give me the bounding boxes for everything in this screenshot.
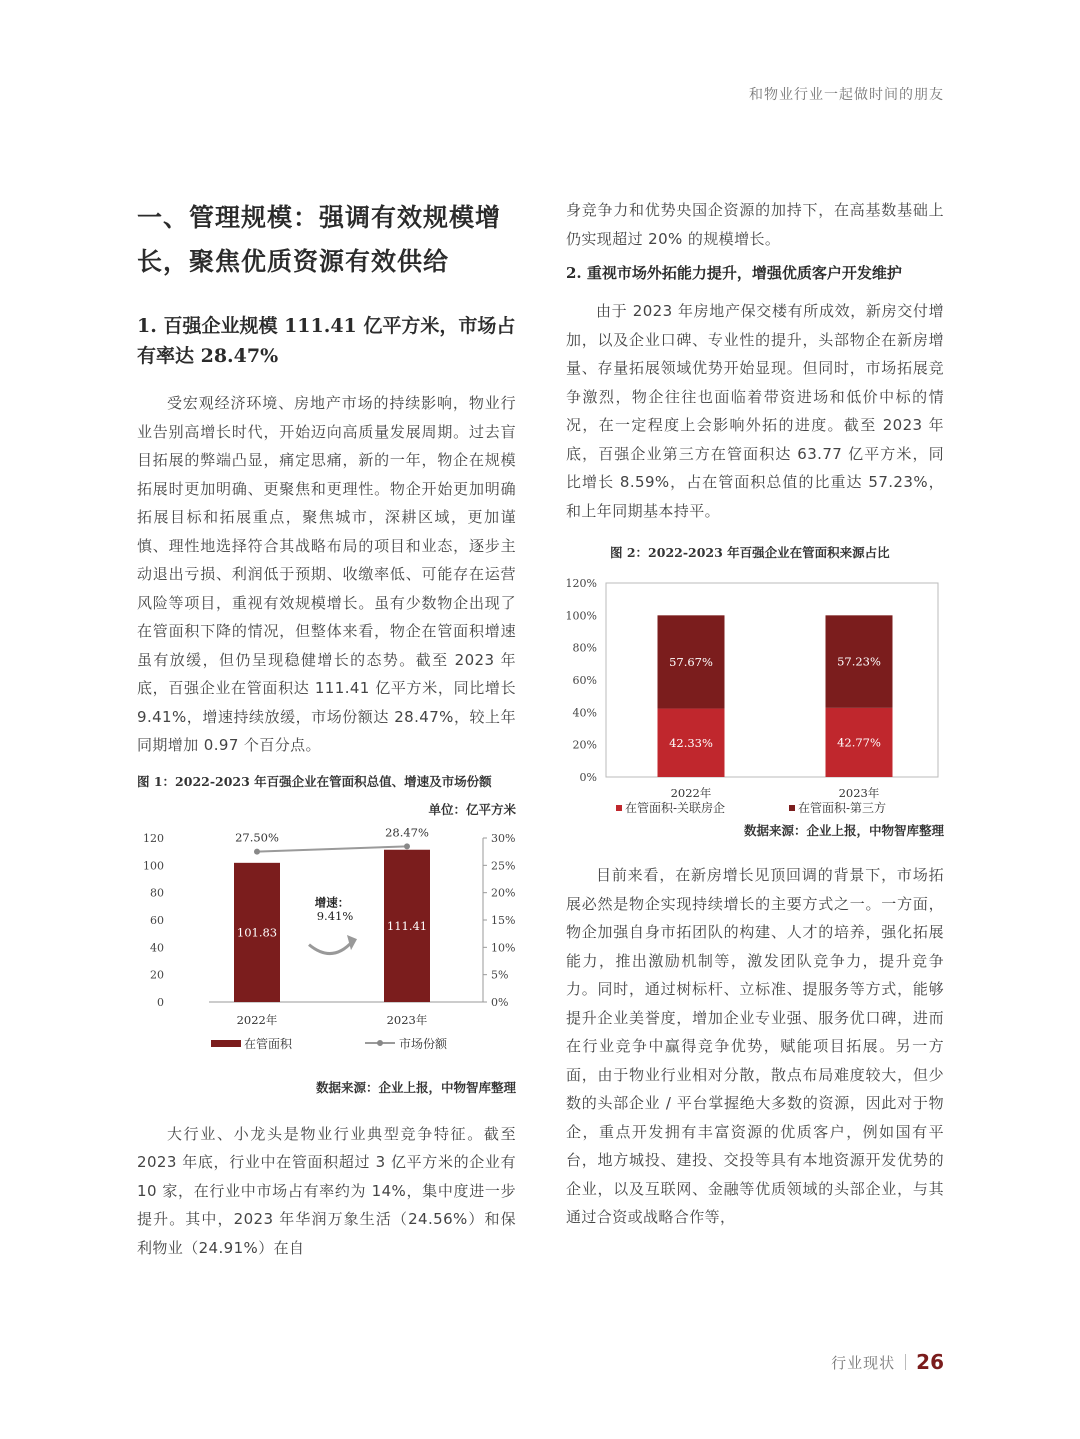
y2-tick-label: 10% bbox=[491, 940, 516, 954]
market-share-label: 27.50% bbox=[235, 830, 279, 845]
y-tick-label: 100% bbox=[566, 609, 597, 623]
growth-annotation-value: 9.41% bbox=[316, 908, 354, 923]
footer-separator bbox=[905, 1354, 906, 1370]
market-share-label: 28.47% bbox=[385, 824, 429, 839]
header-tagline: 和物业行业一起做时间的朋友 bbox=[749, 87, 944, 103]
y2-tick-label: 0% bbox=[491, 995, 509, 1009]
footer-section-label: 行业现状 bbox=[831, 1353, 896, 1372]
figure-1-unit: 单位：亿平方米 bbox=[428, 801, 516, 817]
figure-2-caption: 图 2：2022-2023 年百强企业在管面积来源占比 bbox=[610, 545, 890, 560]
y-tick-label: 60% bbox=[572, 674, 597, 687]
x-tick-label: 2022年 bbox=[236, 1012, 278, 1027]
subsection-2-title: 2. 重视市场外拓能力提升，增强优质客户开发维护 bbox=[566, 264, 902, 282]
figure-2-chart bbox=[566, 567, 944, 817]
bar-value-label: 111.41 bbox=[386, 918, 428, 933]
section-title: 一、管理规模：强调有效规模增长，聚焦优质资源有效供给 bbox=[137, 203, 502, 276]
growth-annotation-label: 增速： bbox=[314, 894, 350, 909]
figure-1-caption: 图 1：2022-2023 年百强企业在管面积总值、增速及市场份额 bbox=[137, 773, 492, 789]
market-share-point bbox=[404, 843, 410, 849]
growth-arrow-icon bbox=[309, 941, 352, 953]
figure-2-source: 数据来源：企业上报，中物智库整理 bbox=[743, 823, 944, 838]
left-column bbox=[137, 196, 516, 1262]
y-tick-label: 40 bbox=[150, 940, 164, 954]
paragraph-1: 受宏观经济环境、房地产市场的持续影响，物业行业告别高增长时代，开始迈向高质量发展周期。过去盲目拓展的弊端凸显，痛定思痛，新的一年，物企在规模拓展时更加明确、更聚焦和更理性。物企开始更加明确拓展目标和拓展重点，聚焦城市，深耕区域，更加谨慎、理性地选择符合其战略布局的项目和业态，逐步主动退出亏损、利润低于预期、收缴率低、可能存在运营风险等项目，重视有效规模增长。虽有少数物企出现了在管面积下降的情况，但整体来看，物企在管面积增速虽有放缓，但仍呈现稳健增长的态势。截至 2023 年底，百强企业在管面积达 111.41 亿平方米，同比增长 9.41%，增速持续放缓，市场份额达 28.47%，较上年同期增加 0.97 个百分点。 bbox=[137, 394, 516, 754]
footer bbox=[831, 1350, 944, 1374]
y-tick-label: 80% bbox=[572, 641, 597, 655]
paragraph-3: 由于 2023 年房地产保交楼有所成效，新房交付增加，以及企业口碑、专业性的提升，头部物企在新房增量、存量拓展领域优势开始显现。但同时，市场拓展竞争激烈，物企往往也面临着带资进场和低价中标的情况，在一定程度上会影响外拓的进度。截至 2023 年底，百强企业第三方在管面积达 63.77 亿平方米，同比增长 8.59%，占在管面积总值的比重达 57.23%，和上年同期基本持平。 bbox=[566, 302, 944, 520]
figure-1-chart bbox=[137, 818, 516, 1068]
legend-label-third-party: 在管面积-第三方 bbox=[798, 801, 887, 815]
y2-tick-label: 5% bbox=[491, 968, 509, 982]
legend-label-bars: 在管面积 bbox=[244, 1036, 293, 1051]
legend-swatch-bars bbox=[211, 1040, 241, 1047]
right-column bbox=[566, 196, 944, 1232]
y2-tick-label: 30% bbox=[491, 831, 516, 845]
legend-label-related: 在管面积-关联房企 bbox=[625, 801, 726, 815]
segment-value-label: 42.77% bbox=[837, 735, 881, 750]
figure-2 bbox=[566, 543, 944, 839]
x-tick-label: 2023年 bbox=[386, 1012, 428, 1027]
paragraph-continued: 身竞争力和优势央国企资源的加持下，在高基数基础上仍实现超过 20% 的规模增长。 bbox=[566, 201, 944, 248]
figure-1-source: 数据来源：企业上报，中物智库整理 bbox=[315, 1079, 516, 1095]
x-tick-label: 2022年 bbox=[670, 786, 712, 800]
segment-value-label: 57.23% bbox=[837, 654, 881, 669]
growth-arrowhead-icon bbox=[347, 935, 357, 950]
y-tick-label: 60 bbox=[150, 913, 164, 927]
paragraph-4: 目前来看，在新房增长见顶回调的背景下，市场拓展必然是物企实现持续增长的主要方式之一。一方面，物企加强自身市拓团队的构建、人才的培养，强化拓展能力，推出激励机制等，激发团队竞争力，提升竞争力。同时，通过树标杆、立标准、提服务等方式，能够提升企业美誉度，增加企业专业强、服务优口碑，进而在行业竞争中赢得竞争优势，赋能项目拓展。另一方面，由于物业行业相对分散，散点布局难度较大，但少数的头部企业 / 平台掌握绝大多数的资源，因此对于物企，重点开发拥有丰富资源的优质客户，例如国有平台，地方城投、建投、交投等具有本地资源开发优势的企业，以及互联网、金融等优质领域的头部企业，与其通过合资或战略合作等， bbox=[566, 866, 944, 1226]
bar-value-label: 101.83 bbox=[236, 924, 278, 939]
legend-swatch-point bbox=[377, 1040, 383, 1046]
y-tick-label: 120 bbox=[143, 831, 164, 845]
subsection-title: 1. 百强企业规模 111.41 亿平方米，市场占有率达 28.47% bbox=[137, 315, 516, 367]
paragraph-2: 大行业、小龙头是物业行业典型竞争特征。截至 2023 年底，行业中在管面积超过 3 亿平方米的企业有 10 家，在行业中市场占有率约为 14%，集中度进一步提升。其中，2023 年华润万象生活（24.56%）和保利物业（24.91%）在自 bbox=[137, 1124, 516, 1257]
figure-1 bbox=[137, 772, 516, 1096]
segment-value-label: 57.67% bbox=[669, 654, 713, 669]
page-number: 26 bbox=[916, 1350, 944, 1374]
legend-label-line: 市场份额 bbox=[399, 1036, 448, 1051]
x-tick-label: 2023年 bbox=[838, 786, 880, 800]
legend-swatch-related bbox=[616, 805, 622, 811]
segment-value-label: 42.33% bbox=[669, 735, 713, 750]
legend-swatch-third-party bbox=[789, 805, 795, 811]
y-tick-label: 40% bbox=[572, 706, 597, 720]
y-tick-label: 0 bbox=[157, 995, 164, 1009]
y2-tick-label: 25% bbox=[491, 858, 516, 872]
y-tick-label: 80 bbox=[150, 886, 164, 900]
market-share-point bbox=[254, 848, 260, 854]
y2-tick-label: 15% bbox=[491, 913, 516, 927]
y-tick-label: 20% bbox=[572, 738, 597, 752]
y-tick-label: 100 bbox=[143, 858, 164, 872]
y2-tick-label: 20% bbox=[491, 886, 516, 900]
y-tick-label: 120% bbox=[566, 577, 597, 590]
y-tick-label: 0% bbox=[579, 771, 597, 784]
y-tick-label: 20 bbox=[150, 968, 164, 982]
